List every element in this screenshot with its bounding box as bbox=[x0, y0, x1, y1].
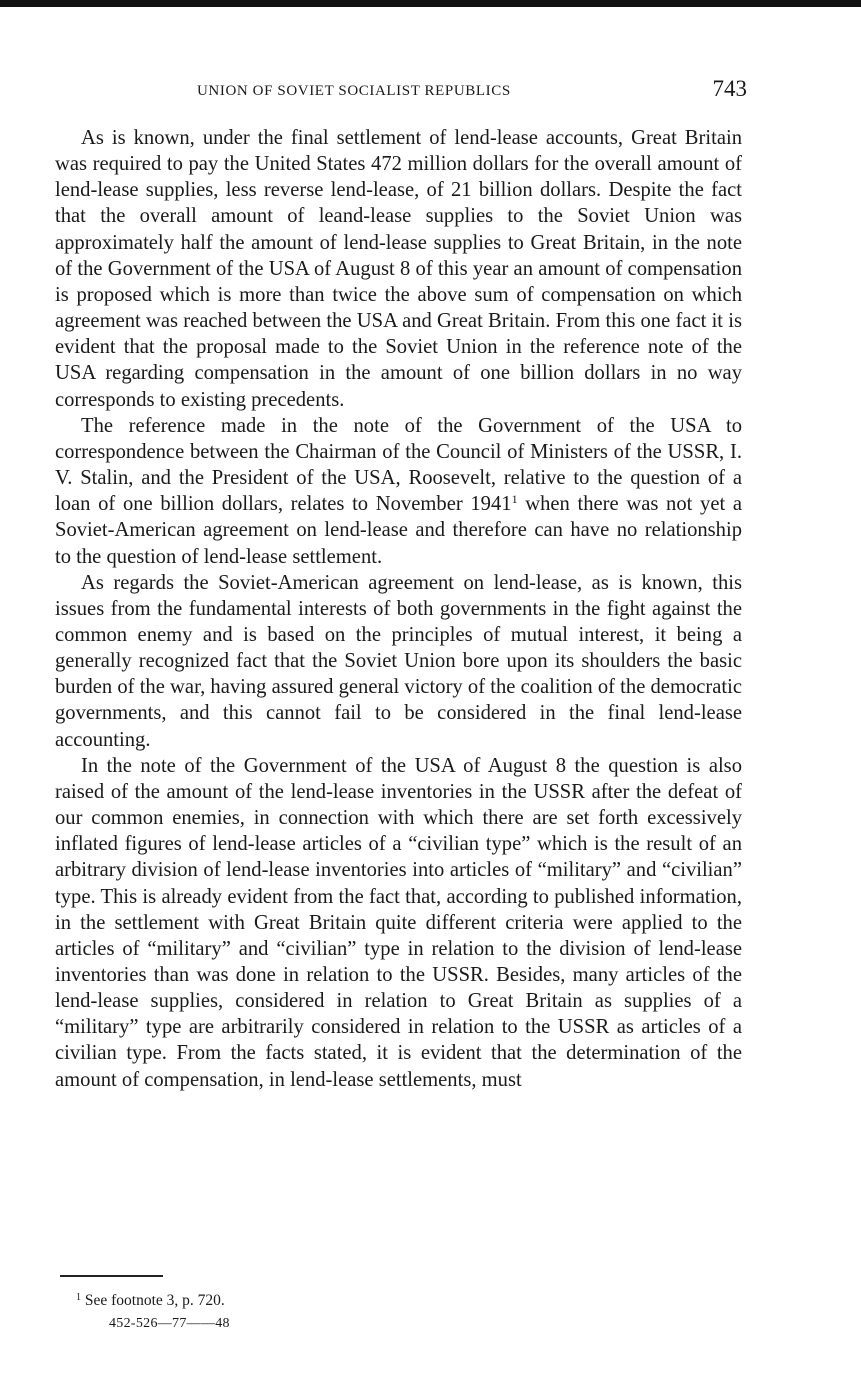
printer-code: 452-526—77——48 bbox=[109, 1316, 230, 1331]
paragraph-3: As regards the Soviet-American agreement on lend-lease, as is known, this issues from the fundamental interests of both governments in the fight against the common enemy and is based on the principles of mutual interest, it being a generally recognized fact that the Soviet Union bore upon its shoulders the basic burden of the war, having assured general victory of the coalition of the democratic governments, and this cannot fail to be considered in the final lend-lease accounting. bbox=[55, 571, 742, 751]
footnote-marker: 1 bbox=[76, 1292, 81, 1303]
paragraph-2 bbox=[55, 413, 742, 570]
paragraph-2-text-b: when there was not yet a Soviet-American agreement on lend-lease and therefore can have no relationship to the question of lend-lease settlement. bbox=[55, 493, 742, 568]
paragraph-1: As is known, under the final settlement of lend-lease accounts, Great Britain was required to pay the United States 472 million dollars for the overall amount of lend-lease supplies, less reverse lend-lease, of 21 billion dollars. Despite the fact that the overall amount of leand-lease supplies to the Soviet Union was approximately half the amount of lend-lease supplies to Great Britain, in the note of the Government of the USA of August 8 of this year an amount of compensation is proposed which is more than twice the above sum of compensation on which agreement was reached between the USA and Great Britain. From this one fact it is evident that the proposal made to the Soviet Union in the reference note of the USA regarding compensation in the amount of one billion dollars in no way corresponds to existing precedents. bbox=[55, 127, 742, 411]
paragraph-4: In the note of the Government of the USA of August 8 the question is also raised of the amount of the lend-lease inventories in the USSR after the defeat of our common enemies, in connection with which there are set forth excessively inflated figures of lend-lease articles of a “civilian type” which is the result of an arbitrary division of lend-lease inventories into articles of “military” and “civilian” type. This is already evident from the fact that, according to published information, in the settlement with Great Britain quite different criteria were applied to the articles of “military” and “civilian” type in relation to the division of lend-lease inventories than was done in relation to the USSR. Besides, many articles of the lend-lease supplies, considered in relation to Great Britain as supplies of a “military” type are arbitrarily considered in relation to the USSR as articles of a civilian type. From the facts stated, it is evident that the determination of the amount of compensation, in lend-lease settlements, must bbox=[55, 754, 742, 1091]
paragraph-2-text-a: The reference made in the note of the Government of the USA to correspondence between the Chairman of the Council of Ministers of the USSR, I. V. Stalin, and the President of the USA, Roosevelt, relative to the question of a loan of one billion dollars, relates to November 1941 bbox=[55, 414, 742, 516]
body-text bbox=[55, 125, 742, 1093]
top-edge-rule bbox=[0, 0, 861, 7]
page-number: 743 bbox=[712, 76, 747, 101]
page-header bbox=[55, 76, 747, 106]
running-head: UNION OF SOVIET SOCIALIST REPUBLICS bbox=[197, 83, 511, 99]
footnote-text: See footnote 3, p. 720. bbox=[81, 1292, 225, 1309]
footnote-reference: 1 bbox=[511, 492, 518, 507]
footnote-divider bbox=[60, 1275, 163, 1277]
footnote bbox=[76, 1292, 225, 1310]
